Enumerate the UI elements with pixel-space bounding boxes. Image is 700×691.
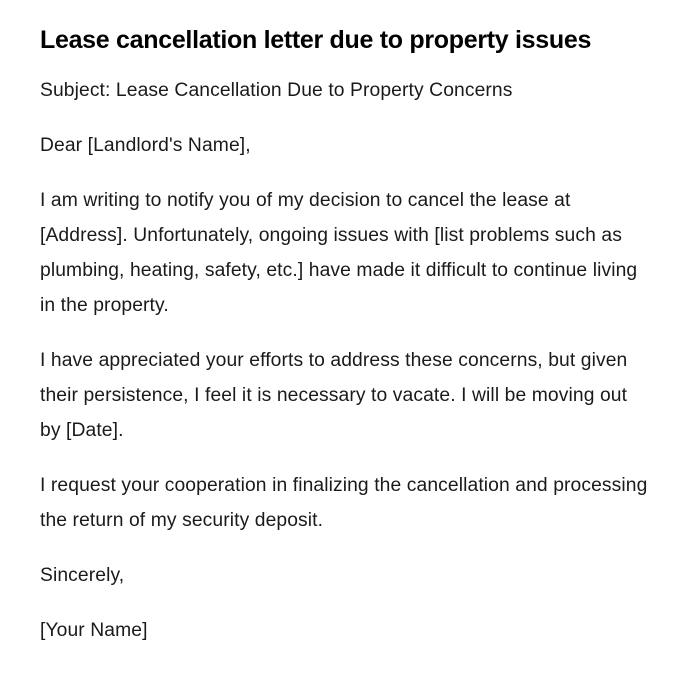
letter-document	[40, 23, 650, 668]
closing: Sincerely,	[40, 565, 125, 586]
body-paragraph-1: I am writing to notify you of my decision to cancel the lease at [Address]. Unfortunately, ongoing issues with [list problems such as plumbing, heating, safety, etc.] have made it difficult to continue living in the property.	[40, 190, 638, 316]
body-paragraph-2: I have appreciated your efforts to address these concerns, but given their persistence, I feel it is necessary to vacate. I will be moving out by [Date].	[40, 350, 628, 441]
salutation: Dear [Landlord's Name],	[40, 135, 251, 156]
document-title: Lease cancellation letter due to property issues	[40, 26, 592, 54]
signature: [Your Name]	[40, 620, 148, 641]
subject-line: Subject: Lease Cancellation Due to Property Concerns	[40, 80, 513, 101]
body-paragraph-3: I request your cooperation in finalizing the cancellation and processing the return of my security deposit.	[40, 475, 648, 531]
